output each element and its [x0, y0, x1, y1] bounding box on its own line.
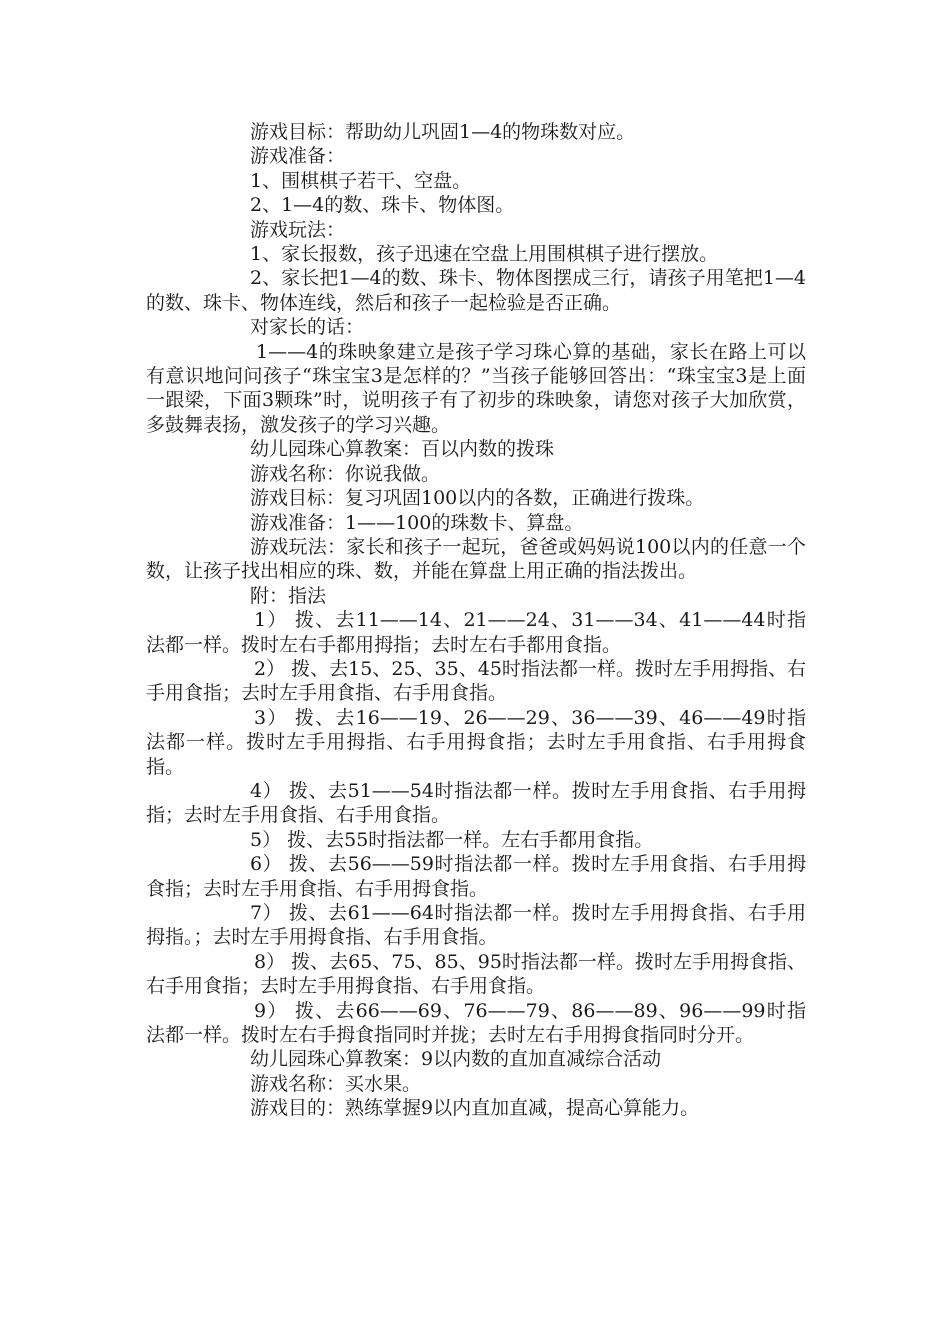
paragraph-game-name: 游戏名称：你说我做。	[250, 462, 441, 485]
section-title-direct-add-subtract: 幼儿园珠心算教案：9以内数的直加直减综合活动	[250, 1048, 662, 1071]
section-title-hundred-beads: 幼儿园珠心算教案：百以内数的拨珠	[250, 438, 555, 461]
paragraph-game-play-2: 游戏玩法：家长和孩子一起玩，爸爸或妈妈说100以内的任意一个数，让孩子找出相应的珠、数，并能在算盘上用正确的指法拨出。	[146, 535, 806, 583]
paragraph-prep-item-1: 1、围棋棋子若干、空盘。	[250, 169, 472, 192]
paragraph-game-purpose-3: 游戏目的：熟练掌握9以内直加直减，提高心算能力。	[250, 1097, 700, 1120]
list-item-fingering-6: 6） 拨、去56——59时指法都一样。拨时左手用食指、右手用拇食指；去时左手用食指、右手用拇食指。	[146, 853, 806, 900]
list-item-fingering-3: 3） 拨、去16——19、26——29、36——39、46——49时指法都一样。拨时左手用拇指、右手用拇食指；去时左手用食指、右手用拇食指。	[146, 706, 806, 778]
paragraph-parent-note-heading: 对家长的话：	[250, 316, 365, 339]
paragraph-play-item-2: 2、家长把1—4的数、珠卡、物体图摆成三行，请孩子用笔把1—4的数、珠卡、物体连线，然后和孩子一起检验是否正确。	[146, 267, 806, 314]
paragraph-game-prep-2: 游戏准备：1——100的珠数卡、算盘。	[250, 511, 584, 534]
list-item-fingering-1: 1） 拨、去11——14、21——24、31——34、41——44时指法都一样。拨时左右手都用拇指；去时左右手都用食指。	[146, 609, 806, 656]
paragraph-game-prep-heading: 游戏准备：	[250, 145, 346, 168]
list-item-fingering-7: 7） 拨、去61——64时指法都一样。拨时左手用拇食指、右手用拇指。；去时左手用拇食指、右手用食指。	[146, 902, 806, 949]
paragraph-game-name-3: 游戏名称：买水果。	[250, 1072, 422, 1095]
list-item-fingering-5: 5） 拨、去55时指法都一样。左右手都用食指。	[250, 828, 654, 851]
list-item-fingering-8: 8） 拨、去65、75、85、95时指法都一样。拨时左手用拇食指、右手用食指；去时左手用拇食指、右手用食指。	[146, 950, 806, 998]
paragraph-game-goal: 游戏目标：帮助幼儿巩固1—4的物珠数对应。	[250, 121, 636, 143]
paragraph-game-goal-2: 游戏目标：复习巩固100以内的各数，正确进行拨珠。	[250, 487, 705, 510]
list-item-fingering-4: 4） 拨、去51——54时指法都一样。拨时左手用食指、右手用拇指；去时左手用食指、右手用食指。	[146, 779, 806, 827]
paragraph-prep-item-2: 2、1—4的数、珠卡、物体图。	[250, 194, 515, 217]
document-body	[146, 120, 806, 1121]
paragraph-play-item-1: 1、家长报数，孩子迅速在空盘上用围棋棋子进行摆放。	[250, 243, 719, 266]
paragraph-game-play-heading: 游戏玩法：	[250, 218, 346, 241]
paragraph-appendix-fingering: 附：指法	[250, 584, 327, 607]
list-item-fingering-2: 2） 拨、去15、25、35、45时指法都一样。拨时左手用拇指、右手用食指；去时左手用食指、右手用食指。	[146, 657, 806, 705]
paragraph-parent-note: 1——4的珠映象建立是孩子学习珠心算的基础，家长在路上可以有意识地问问孩子“珠宝宝3是怎样的？”当孩子能够回答出：“珠宝宝3是上面一跟梁，下面3颗珠”时，说明孩子有了初步的珠映象，请您对孩子大加欣赏，多鼓舞表扬，激发孩子的学习兴趣。	[146, 340, 806, 436]
list-item-fingering-9: 9） 拨、去66——69、76——79、86——89、96——99时指法都一样。拨时左右手拇食指同时并拢；去时左右手用拇食指同时分开。	[146, 999, 806, 1047]
